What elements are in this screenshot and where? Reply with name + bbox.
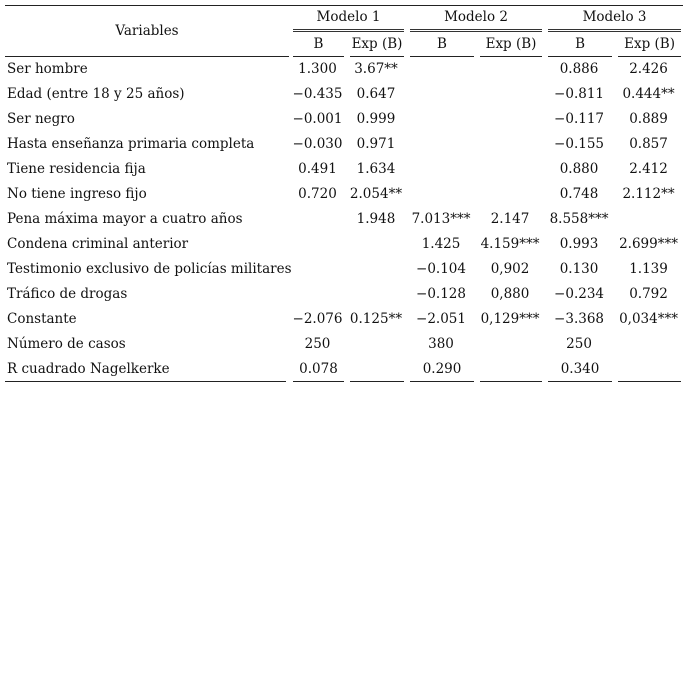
subheader-label: Exp (B) [618, 32, 681, 57]
table-cell: 0,880 [490, 286, 530, 302]
table-cell: 1.425 [421, 236, 461, 252]
table-cell: 2.426 [629, 61, 668, 77]
table-cell [476, 132, 544, 157]
table-cell: 0.491 [298, 161, 337, 177]
row-label: Constante [7, 311, 77, 327]
table-row [5, 207, 683, 232]
model-2-label: Modelo 2 [410, 6, 542, 32]
table-row [5, 257, 683, 282]
table-cell: 0.444** [622, 86, 675, 102]
model-3-header [544, 5, 683, 32]
row-label: Tráfico de drogas [7, 286, 128, 302]
row-label: No tiene ingreso fijo [7, 186, 147, 202]
table-cell [476, 182, 544, 207]
row-label: Ser hombre [7, 61, 88, 77]
table-cell: 1.139 [629, 261, 668, 277]
table-cell: −0.435 [292, 86, 343, 102]
table-cell: 0,034*** [619, 311, 678, 327]
table-row [5, 282, 683, 307]
row-label: Tiene residencia fija [7, 161, 146, 177]
table-cell [406, 107, 476, 132]
model-1-label: Modelo 1 [293, 6, 404, 32]
row-label: Número de casos [7, 336, 126, 352]
table-cell: 2.147 [490, 211, 530, 227]
table-cell: 4.159*** [480, 236, 540, 252]
subheader-label: B [293, 32, 344, 57]
table-row [5, 132, 683, 157]
table-cell: 0.125** [349, 311, 403, 327]
table-cell [476, 357, 544, 382]
table-cell: −0.001 [292, 111, 343, 127]
row-label: Edad (entre 18 y 25 años) [7, 86, 185, 102]
table-cell: −0.128 [416, 286, 466, 302]
table-cell: 0.999 [356, 111, 396, 127]
table-cell: 0.748 [559, 186, 599, 202]
table-cell: −0.104 [416, 261, 466, 277]
table-cell [406, 182, 476, 207]
table-cell [289, 282, 346, 307]
row-label: Pena máxima mayor a cuatro años [7, 211, 243, 227]
table-cell: 0.993 [559, 236, 599, 252]
subheader-b-model-3 [544, 32, 614, 57]
model-2-header [406, 5, 544, 32]
subheader-expb-model-2 [476, 32, 544, 57]
row-label-text: R cuadrado Nagelkerke [5, 357, 286, 382]
table-cell: 7.013*** [411, 211, 471, 227]
row-label [5, 357, 289, 382]
table-cell: −2.076 [292, 311, 343, 327]
row-label: Hasta enseñanza primaria completa [7, 136, 255, 152]
table-cell [476, 332, 544, 357]
cell-value: 0.340 [548, 357, 612, 382]
regression-table-container [5, 5, 683, 382]
table-cell [289, 257, 346, 282]
table-cell [476, 82, 544, 107]
table-cell: 2.112** [622, 186, 675, 202]
subheader-b-model-2 [406, 32, 476, 57]
subheader-expb-model-1 [346, 32, 406, 57]
table-cell: 0.792 [629, 286, 668, 302]
table-cell: 2.412 [629, 161, 668, 177]
subheader-b-model-1 [289, 32, 346, 57]
cell-value [618, 357, 681, 382]
cell-value [350, 357, 404, 382]
table-cell [614, 357, 683, 382]
table-cell: 8.558*** [549, 211, 609, 227]
table-cell [406, 132, 476, 157]
table-cell: 0.971 [356, 136, 396, 152]
table-cell [289, 357, 346, 382]
table-cell: 1.948 [356, 211, 396, 227]
table-cell: 1.300 [298, 61, 337, 77]
regression-table [5, 5, 683, 382]
table-cell: −3.368 [554, 311, 605, 327]
variables-header: Variables [5, 5, 289, 57]
table-cell [406, 57, 476, 82]
cell-value [480, 357, 542, 382]
table-cell: 0.886 [559, 61, 599, 77]
table-cell [476, 157, 544, 182]
table-cell: 380 [428, 336, 454, 352]
table-cell: 0.647 [356, 86, 396, 102]
table-cell: 0.130 [559, 261, 599, 277]
table-cell: 3.67** [354, 61, 398, 77]
table-cell [544, 357, 614, 382]
table-cell: 0.720 [298, 186, 337, 202]
table-cell [346, 282, 406, 307]
table-cell: 1.634 [356, 161, 396, 177]
table-cell: 0.889 [629, 111, 668, 127]
subheader-label: Exp (B) [350, 32, 404, 57]
table-cell: 2.054** [349, 186, 403, 202]
table-cell [346, 257, 406, 282]
table-cell: −2.051 [416, 311, 466, 327]
model-1-header [289, 5, 406, 32]
table-cell: 250 [566, 336, 592, 352]
table-cell [346, 332, 406, 357]
subheader-label: Exp (B) [480, 32, 542, 57]
table-cell [476, 57, 544, 82]
table-row [5, 307, 683, 332]
row-label: Ser negro [7, 111, 75, 127]
subheader-label: B [410, 32, 474, 57]
table-cell: 0.857 [629, 136, 668, 152]
cell-value: 0.078 [293, 357, 344, 382]
table-row [5, 107, 683, 132]
table-cell: 250 [304, 336, 331, 352]
table-cell [289, 232, 346, 257]
header-row-models [5, 5, 683, 32]
table-cell: −0.117 [554, 111, 605, 127]
table-cell: 2.699*** [619, 236, 678, 252]
cell-value: 0.290 [410, 357, 474, 382]
row-label: Condena criminal anterior [7, 236, 189, 252]
table-row [5, 232, 683, 257]
table-cell: −0.811 [554, 86, 605, 102]
table-cell: −0.155 [554, 136, 605, 152]
table-cell [614, 207, 683, 232]
table-cell [289, 207, 346, 232]
table-cell: 0,129*** [480, 311, 540, 327]
row-label: Testimonio exclusivo de policías militares [7, 261, 292, 277]
subheader-label: B [548, 32, 612, 57]
table-row [5, 332, 683, 357]
table-row [5, 357, 683, 382]
table-cell: −0.030 [292, 136, 343, 152]
table-cell: 0.880 [559, 161, 599, 177]
table-cell [406, 157, 476, 182]
table-row [5, 82, 683, 107]
model-3-label: Modelo 3 [548, 6, 681, 32]
table-cell [406, 82, 476, 107]
subheader-expb-model-3 [614, 32, 683, 57]
table-cell [346, 232, 406, 257]
table-row [5, 57, 683, 82]
table-cell [614, 332, 683, 357]
table-cell [476, 107, 544, 132]
table-cell [346, 357, 406, 382]
table-cell [406, 357, 476, 382]
table-cell: −0.234 [554, 286, 605, 302]
table-row [5, 157, 683, 182]
table-cell: 0,902 [490, 261, 530, 277]
table-row [5, 182, 683, 207]
